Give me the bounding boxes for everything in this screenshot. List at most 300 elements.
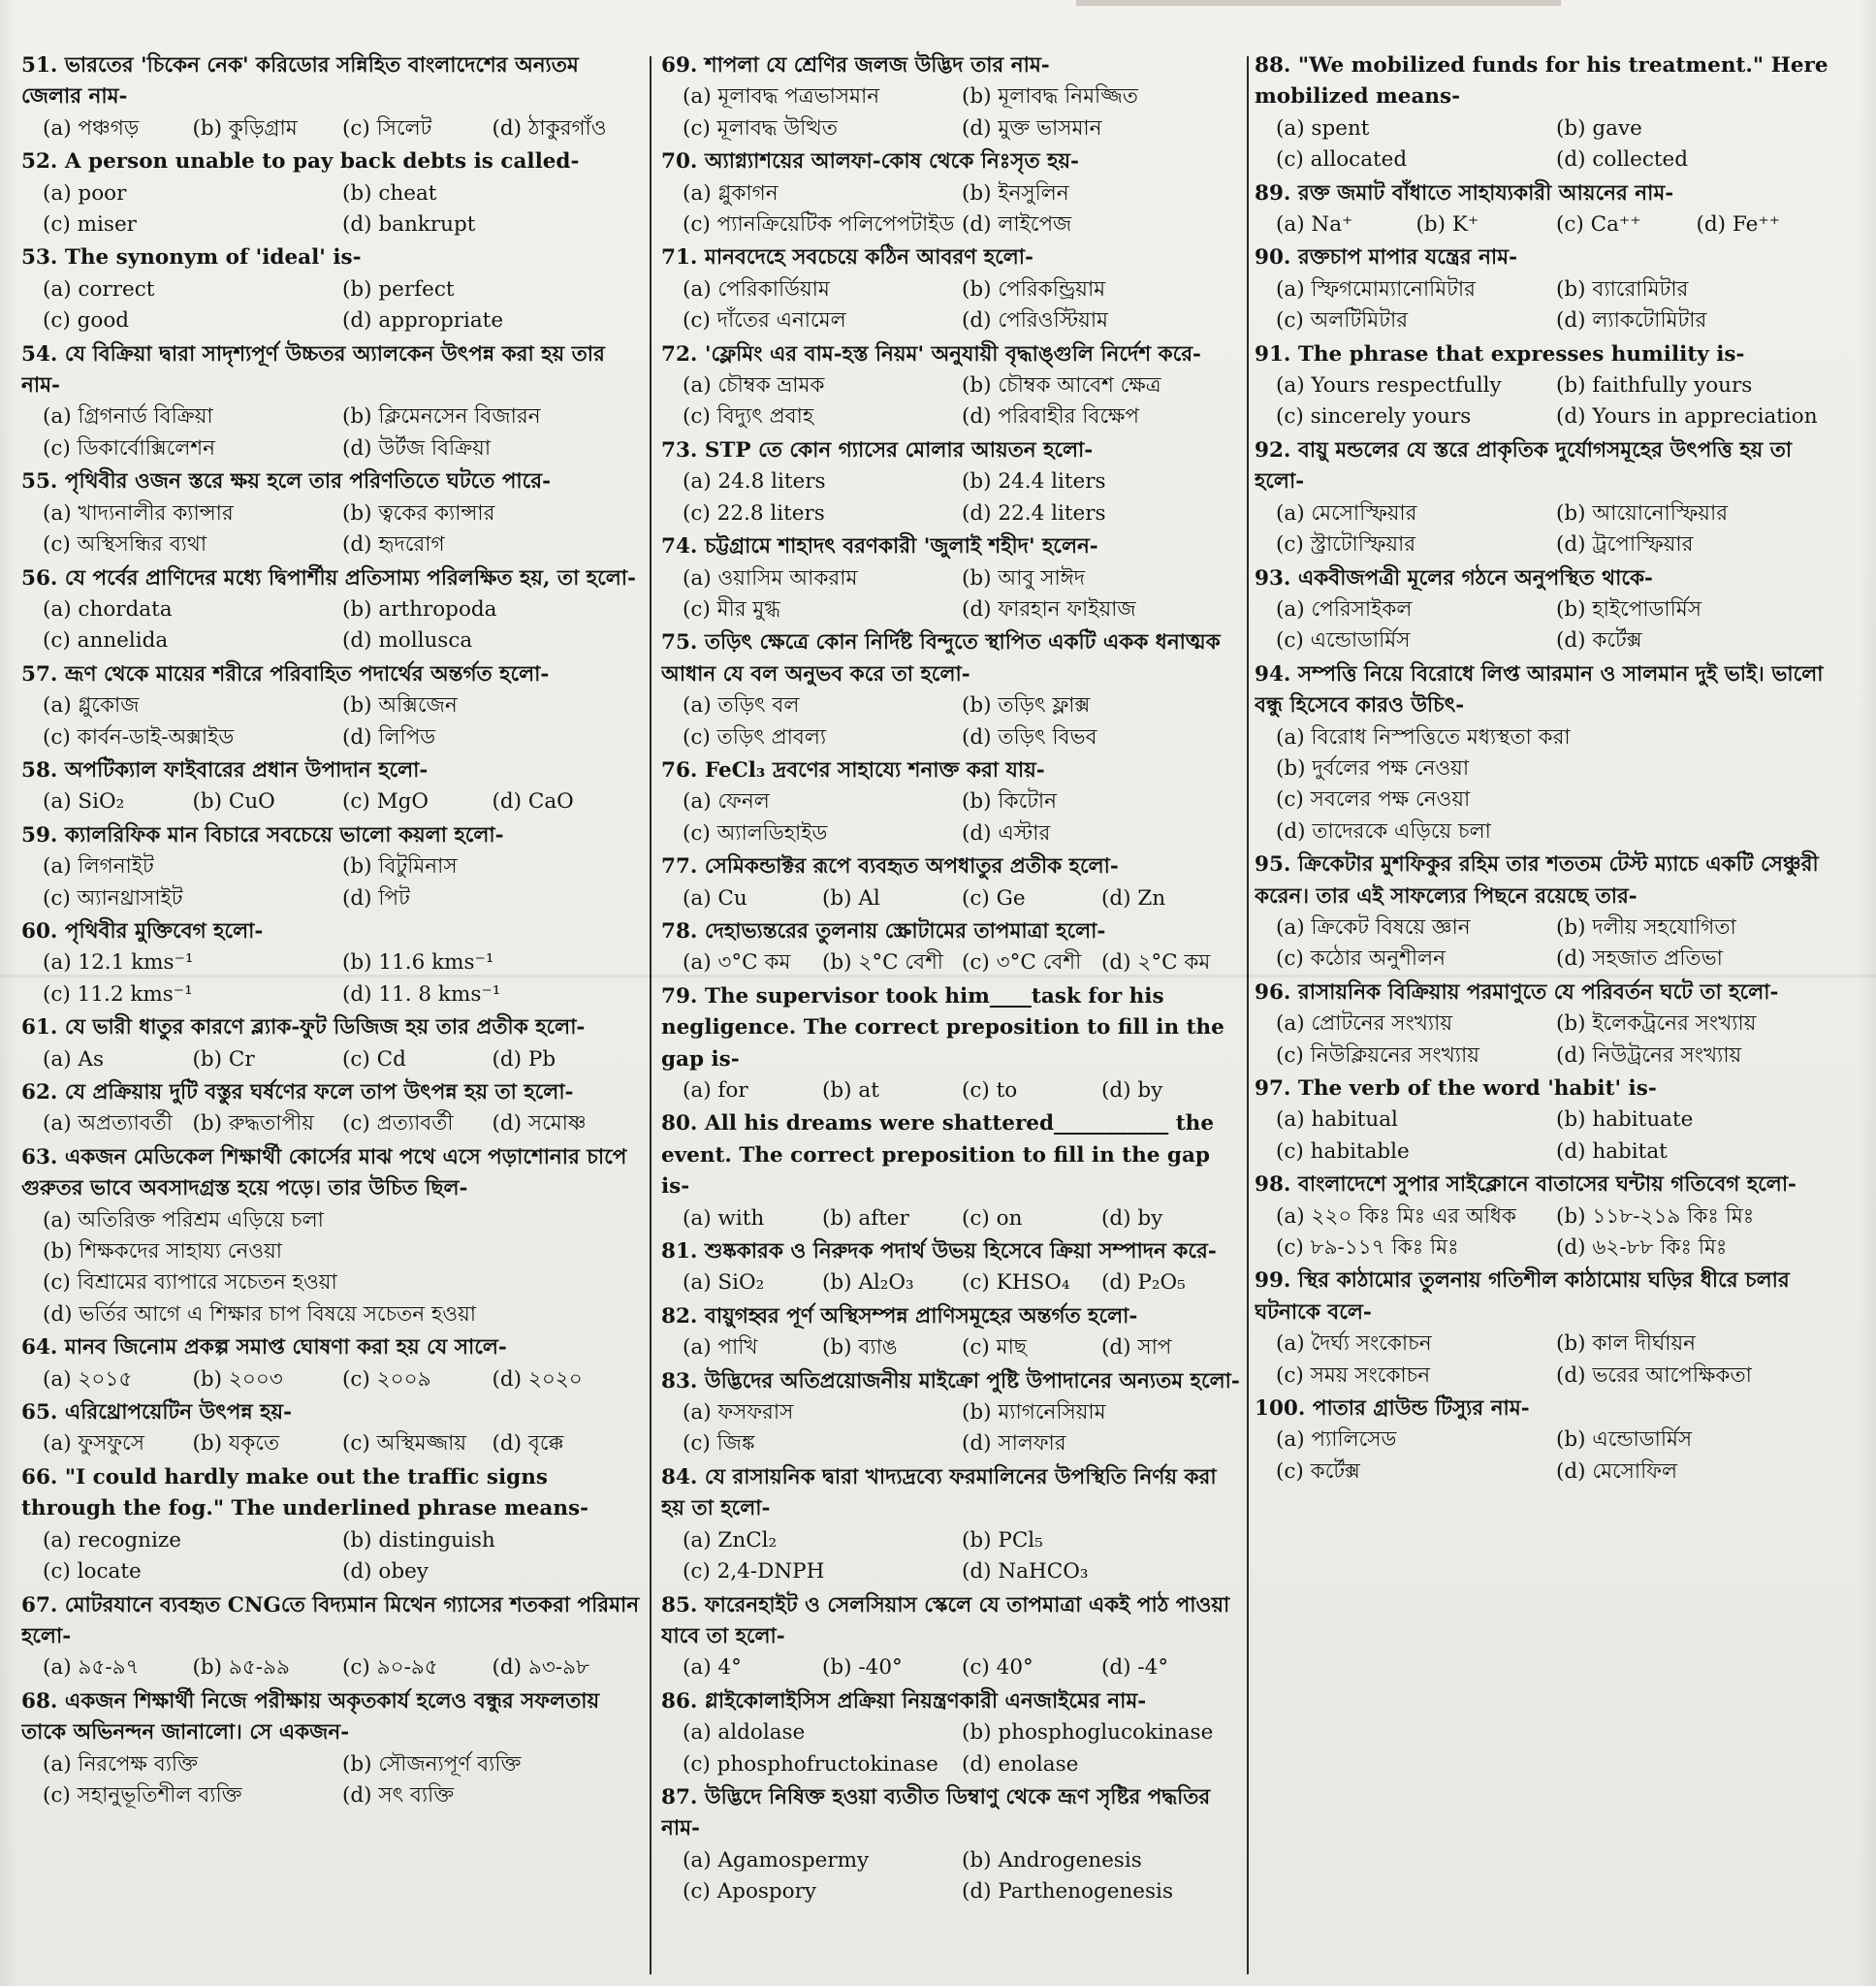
answer-option: (c) allocated <box>1276 147 1408 173</box>
answer-option: (c) ডিকার্বোক্সিলেশন <box>43 435 215 461</box>
answer-option: (d) সালফার <box>962 1431 1066 1457</box>
question-item <box>1255 242 1836 336</box>
answer-option: (d) Fe⁺⁺ <box>1696 212 1781 238</box>
answer-option: (c) দাঁতের এনামেল <box>683 308 846 334</box>
answer-option: (a) প্যালিসেড <box>1276 1427 1397 1453</box>
answer-options <box>21 851 642 914</box>
answer-option: (c) KHSO₄ <box>962 1270 1070 1296</box>
answer-options <box>661 1203 1241 1234</box>
question-text: 59. ক্যালরিফিক মান বিচারে সবচেয়ে ভালো কয়লা হলো- <box>21 822 504 848</box>
answer-option: (c) মাছ <box>962 1335 1027 1361</box>
answer-option: (d) ৯৩-৯৮ <box>492 1655 589 1681</box>
answer-option: (b) ইলেকট্রনের সংখ্যায় <box>1556 1011 1757 1037</box>
answer-option: (b) আয়োনোস্ফিয়ার <box>1556 500 1729 526</box>
answer-options <box>21 1652 642 1683</box>
answer-option: (d) Zn <box>1101 885 1166 911</box>
answer-options <box>21 1525 642 1588</box>
question-column-3 <box>1255 50 1836 1976</box>
answer-option: (a) Na⁺ <box>1276 212 1353 238</box>
answer-options <box>21 1205 642 1331</box>
answer-option: (c) অলটিমিটার <box>1276 308 1409 334</box>
answer-option: (a) লিগনাইট <box>43 854 154 880</box>
answer-option: (d) ল্যাকটোমিটার <box>1556 308 1707 334</box>
answer-option: (d) obey <box>342 1559 429 1585</box>
answer-options <box>661 690 1241 753</box>
answer-options <box>21 401 642 464</box>
answer-option: (c) 11.2 kms⁻¹ <box>43 981 193 1007</box>
answer-option: (a) নিরপেক্ষ ব্যক্তি <box>43 1751 198 1777</box>
question-item <box>661 435 1241 529</box>
answer-option: (b) ৯৫-৯৯ <box>192 1655 290 1681</box>
question-item <box>661 851 1241 914</box>
answer-options <box>661 1332 1241 1363</box>
answer-option: (b) পেরিকন্ড্রিয়াম <box>962 276 1106 302</box>
answer-option: (b) ত্বকের ক্যান্সার <box>342 500 495 526</box>
answer-option: (b) after <box>822 1205 909 1231</box>
answer-option: (b) ম্যাগনেসিয়াম <box>962 1400 1106 1425</box>
question-item <box>1255 1073 1836 1168</box>
question-text: 65. এরিথ্রোপয়েটিন উৎপন্ন হয়- <box>21 1400 293 1425</box>
question-item <box>1255 339 1836 433</box>
answer-options <box>1255 274 1836 337</box>
answer-option: (a) পাখি <box>683 1335 758 1361</box>
question-text: 94. সম্পত্তি নিয়ে বিরোধে লিপ্ত আরমান ও সালমান দুই ভাই। ভালো বন্ধু হিসেবে কারও উচিৎ- <box>1255 661 1824 719</box>
answer-option: (a) Agamospermy <box>683 1847 870 1873</box>
answer-option: (c) এন্ডোডার্মিস <box>1276 628 1411 654</box>
answer-option: (a) পেরিসাইকল <box>1276 596 1413 622</box>
answer-options <box>1255 370 1836 433</box>
question-item <box>21 1397 642 1460</box>
answer-option: (d) হৃদরোগ <box>342 532 445 558</box>
answer-options <box>661 1525 1241 1588</box>
question-item <box>1255 1265 1836 1392</box>
answer-options <box>21 1108 642 1139</box>
answer-option: (a) ওয়াসিম আকরাম <box>683 565 858 591</box>
answer-option: (d) এস্টার <box>962 820 1051 846</box>
answer-option: (c) 2,4-DNPH <box>683 1559 825 1585</box>
answer-option: (b) at <box>822 1078 879 1103</box>
question-item <box>21 146 642 240</box>
answer-option: (d) ভরের আপেক্ষিকতা <box>1556 1362 1752 1388</box>
question-item <box>21 820 642 914</box>
question-text: 90. রক্তচাপ মাপার যন্ত্রের নাম- <box>1255 245 1518 271</box>
answer-option: (d) মুক্ত ভাসমান <box>962 115 1102 141</box>
answer-option: (b) 11.6 kms⁻¹ <box>342 950 494 976</box>
question-text: 52. A person unable to pay back debts is called- <box>21 149 580 175</box>
answer-options <box>21 274 642 337</box>
answer-option: (c) অস্থিসন্ধির ব্যথা <box>43 532 207 558</box>
answer-option: (a) খাদ্যনালীর ক্যান্সার <box>43 500 234 526</box>
answer-option: (d) কর্টেক্স <box>1556 628 1642 654</box>
question-item <box>21 466 642 561</box>
answer-option: (c) ৯০-৯৫ <box>342 1655 438 1681</box>
answer-option: (a) SiO₂ <box>43 789 125 815</box>
answer-option: (a) for <box>683 1078 748 1103</box>
answer-option: (c) কঠোর অনুশীলন <box>1276 946 1446 972</box>
answer-option: (a) ২২০ কিঃ মিঃ এর অধিক <box>1276 1203 1516 1229</box>
answer-option: (a) গ্লুকোজ <box>43 693 140 719</box>
answer-option: (c) জিঙ্ক <box>683 1431 755 1457</box>
question-item <box>661 916 1241 979</box>
question-item <box>21 659 642 753</box>
answer-option: (d) mollusca <box>342 628 473 654</box>
answer-option: (a) aldolase <box>683 1720 806 1746</box>
answer-option: (b) phosphoglucokinase <box>962 1720 1214 1746</box>
answer-option: (a) ZnCl₂ <box>683 1527 778 1553</box>
answer-option: (d) by <box>1101 1205 1163 1231</box>
answer-option: (c) Apospory <box>683 1879 817 1905</box>
question-item <box>21 916 642 1010</box>
answer-option: (b) Al₂O₃ <box>822 1270 914 1296</box>
answer-option: (a) 24.8 liters <box>683 469 826 495</box>
answer-option: (c) habitable <box>1276 1138 1410 1164</box>
answer-options <box>661 466 1241 529</box>
question-text: 63. একজন মেডিকেল শিক্ষার্থী কোর্সের মাঝ পথে এসে পড়াশোনার চাপে গুরুতর ভাবে অবসাদগ্রস্ত হয়ে পড়ে। তার উচিত ছিল- <box>21 1144 627 1201</box>
question-item <box>661 1366 1241 1460</box>
question-text: 96. রাসায়নিক বিক্রিয়ায় পরমাণুতে যে পরিবর্তন ঘটে তা হলো- <box>1255 979 1779 1005</box>
answer-option: (b) সৌজন্যপূর্ণ ব্যক্তি <box>342 1751 522 1777</box>
answer-option: (b) ব্যারোমিটার <box>1556 276 1689 302</box>
question-text: 73. STP তে কোন গ্যাসের মোলার আয়তন হলো- <box>661 437 1094 463</box>
answer-options <box>21 178 642 241</box>
answer-option: (b) এন্ডোডার্মিস <box>1556 1427 1693 1453</box>
answer-option: (d) তড়িৎ বিভব <box>962 724 1097 750</box>
answer-option: (d) Yours in appreciation <box>1556 404 1818 430</box>
answer-option: (c) মূলাবদ্ধ উত্থিত <box>683 115 838 141</box>
answer-option: (b) 24.4 liters <box>962 469 1106 495</box>
question-item <box>1255 563 1836 657</box>
answer-options <box>661 947 1241 978</box>
question-item <box>1255 1393 1836 1488</box>
answer-options <box>21 786 642 817</box>
answer-options <box>661 178 1241 241</box>
answer-option: (c) বিদ্যুৎ প্রবাহ <box>683 404 814 430</box>
question-text: 54. যে বিক্রিয়া দ্বারা সাদৃশ্যপূর্ণ উচ্চতর অ্যালকেন উৎপন্ন করা হয় তার নাম- <box>21 341 605 399</box>
answer-option: (a) 4° <box>683 1655 742 1681</box>
answer-option: (d) NaHCO₃ <box>962 1559 1089 1585</box>
answer-option: (c) on <box>962 1205 1023 1231</box>
answer-option: (c) miser <box>43 212 137 238</box>
question-item <box>1255 435 1836 561</box>
answer-option: (c) অ্যালডিহাইড <box>683 820 828 846</box>
answer-option: (a) ক্রিকেট বিষয়ে জ্ঞান <box>1276 914 1471 940</box>
question-text: 86. গ্লাইকোলাইসিস প্রক্রিয়া নিয়ন্ত্রণকারী এনজাইমের নাম- <box>661 1688 1147 1714</box>
question-column-2 <box>661 50 1241 1976</box>
answer-option: (b) ইনসুলিন <box>962 180 1069 206</box>
answer-options <box>661 81 1241 144</box>
answer-options <box>1255 1201 1836 1265</box>
answer-option: (c) সিলেট <box>342 115 432 141</box>
answer-option: (a) প্রোটনের সংখ্যায় <box>1276 1011 1452 1037</box>
answer-option: (d) তাদেরকে এড়িয়ে চলা <box>1276 818 1491 844</box>
answer-options <box>1255 1425 1836 1488</box>
answer-options <box>661 1397 1241 1460</box>
answer-option: (c) 22.8 liters <box>683 500 825 526</box>
question-text: 79. The supervisor took him____task for his negligence. The correct preposition to fill in the gap is- <box>661 983 1224 1072</box>
answer-option: (c) Ge <box>962 885 1026 911</box>
answer-option: (a) habitual <box>1276 1107 1398 1133</box>
answer-option: (d) 11. 8 kms⁻¹ <box>342 981 501 1007</box>
question-text: 80. All his dreams were shattered___________ the event. The correct preposition to fill in the gap is- <box>661 1111 1214 1200</box>
answer-option: (d) Pb <box>492 1046 556 1072</box>
question-text: 97. The verb of the word 'habit' is- <box>1255 1076 1657 1101</box>
question-item <box>661 50 1241 144</box>
answer-option: (b) অক্সিজেন <box>342 693 458 719</box>
answer-options <box>21 113 642 144</box>
answer-option: (d) P₂O₅ <box>1101 1270 1186 1296</box>
answer-option: (c) good <box>43 308 130 334</box>
question-item <box>661 1108 1241 1234</box>
question-text: 61. যে ভারী ধাতুর কারণে ব্ল্যাক-ফুট ডিজিজ হয় তার প্রতীক হলো- <box>21 1015 586 1041</box>
question-text: 60. পৃথিবীর মুক্তিবেগ হলো- <box>21 918 264 944</box>
answer-option: (d) enolase <box>962 1751 1079 1777</box>
answer-options <box>661 1717 1241 1780</box>
question-text: 98. বাংলাদেশে সুপার সাইক্লোনে বাতাসের ঘন্টায় গতিবেগ হলো- <box>1255 1172 1797 1198</box>
question-text: 77. সেমিকন্ডাক্টর রূপে ব্যবহৃত অপধাতুর প্রতীক হলো- <box>661 854 1119 880</box>
answer-option: (d) নিউট্রনের সংখ্যায় <box>1556 1042 1742 1068</box>
question-item <box>661 1462 1241 1588</box>
answer-option: (a) recognize <box>43 1527 181 1553</box>
answer-option: (a) SiO₂ <box>683 1270 765 1296</box>
answer-option: (c) Cd <box>342 1046 406 1072</box>
answer-option: (a) 12.1 kms⁻¹ <box>43 950 194 976</box>
answer-options <box>21 947 642 1010</box>
question-item <box>1255 977 1836 1072</box>
answer-option: (b) ১১৮-২১৯ কিঃ মিঃ <box>1556 1203 1755 1229</box>
answer-option: (a) চৌম্বক ভ্রামক <box>683 373 825 399</box>
answer-option: (c) স্ট্রাটোস্ফিয়ার <box>1276 532 1416 558</box>
answer-options <box>1255 498 1836 561</box>
answer-options <box>661 563 1241 626</box>
answer-option: (d) সহজাত প্রতিভা <box>1556 946 1723 972</box>
answer-option: (a) পঞ্চগড় <box>43 115 140 141</box>
question-item <box>21 755 642 818</box>
question-item <box>21 50 642 144</box>
answer-option: (c) Ca⁺⁺ <box>1556 212 1641 238</box>
question-item <box>661 339 1241 433</box>
question-item <box>1255 659 1836 848</box>
answer-option: (a) গ্রিগনার্ড বিক্রিয়া <box>43 404 213 430</box>
answer-option: (b) distinguish <box>342 1527 495 1553</box>
answer-option: (c) বিশ্রামের ব্যাপারে সচেতন হওয়া <box>43 1270 337 1296</box>
answer-option: (d) সৎ ব্যক্তি <box>342 1782 455 1808</box>
question-item <box>21 1686 642 1812</box>
answer-option: (b) কুড়িগ্রাম <box>192 115 298 141</box>
question-text: 57. ভ্রূণ থেকে মায়ের শরীরে পরিবাহিত পদার্থের অন্তর্গত হলো- <box>21 661 550 687</box>
answer-option: (c) locate <box>43 1559 142 1585</box>
answer-options <box>1255 722 1836 849</box>
question-text: 71. মানবদেহে সবচেয়ে কঠিন আবরণ হলো- <box>661 245 1033 271</box>
question-item <box>21 1012 642 1075</box>
question-text: 75. তড়িৎ ক্ষেত্রে কোন নির্দিষ্ট বিন্দুতে স্থাপিত একটি একক ধনাত্মক আধান যে বল অনুভব করে তা হলো- <box>661 630 1221 687</box>
answer-options <box>661 1075 1241 1106</box>
answer-option: (a) অপ্রত্যাবর্তী <box>43 1111 173 1137</box>
question-text: 92. বায়ু মন্ডলের যে স্তরে প্রাকৃতিক দুর্যোগসমূহের উৎপত্তি হয় তা হলো- <box>1255 437 1793 495</box>
answer-option: (d) লাইপেজ <box>962 212 1072 238</box>
answer-option: (c) সময় সংকোচন <box>1276 1362 1431 1388</box>
question-text: 66. "I could hardly make out the traffic signs through the fog." The underlined phrase means- <box>21 1464 589 1522</box>
answer-option: (d) by <box>1101 1078 1163 1103</box>
answer-options <box>661 1652 1241 1683</box>
answer-option: (c) কার্বন-ডাই-অক্সাইড <box>43 724 235 750</box>
answer-option: (d) লিপিড <box>342 724 436 750</box>
answer-options <box>21 1044 642 1075</box>
question-text: 87. উদ্ভিদে নিষিক্ত হওয়া ব্যতীত ডিম্বাণু থেকে ভ্রূণ সৃষ্টির পদ্ধতির নাম- <box>661 1784 1211 1842</box>
answer-option: (b) Cr <box>192 1046 255 1072</box>
answer-options <box>1255 913 1836 976</box>
question-text: 91. The phrase that expresses humility is- <box>1255 341 1745 367</box>
question-column-1 <box>21 50 642 1976</box>
question-item <box>1255 178 1836 241</box>
answer-option: (c) তড়িৎ প্রাবল্য <box>683 724 827 750</box>
answer-option: (c) প্রত্যাবর্তী <box>342 1111 454 1137</box>
answer-options <box>661 274 1241 337</box>
answer-option: (c) 40° <box>962 1655 1033 1681</box>
answer-option: (c) MgO <box>342 789 429 815</box>
answer-options <box>21 690 642 753</box>
answer-option: (c) মীর মুগ্ধ <box>683 596 780 622</box>
question-text: 64. মানব জিনোম প্রকল্প সমাপ্ত ঘোষণা করা হয় যে সালে- <box>21 1335 507 1361</box>
question-text: 69. শাপলা যে শ্রেণির জলজ উদ্ভিদ তার নাম- <box>661 53 1050 78</box>
answer-options <box>21 1749 642 1812</box>
answer-option: (d) ভর্তির আগে এ শিক্ষার চাপ বিষয়ে সচেতন হওয়া <box>43 1301 476 1327</box>
question-item <box>21 242 642 336</box>
answer-options <box>21 1428 642 1459</box>
answer-option: (a) poor <box>43 180 127 206</box>
question-item <box>661 755 1241 849</box>
question-text: 51. ভারতের 'চিকেন নেক' করিডোর সন্নিহিত বাংলাদেশের অন্যতম জেলার নাম- <box>21 53 579 110</box>
answer-option: (a) মেসোস্ফিয়ার <box>1276 500 1417 526</box>
answer-option: (a) ৩°C কম <box>683 950 791 976</box>
question-text: 74. চট্টগ্রামে শাহাদৎ বরণকারী 'জুলাই শহীদ' হলেন- <box>661 534 1098 560</box>
question-item <box>21 1590 642 1684</box>
answer-option: (a) স্ফিগমোম্যানোমিটার <box>1276 276 1476 302</box>
answer-option: (d) ট্রপোস্ফিয়ার <box>1556 532 1694 558</box>
question-item <box>21 563 642 657</box>
answer-option: (a) ২০১৫ <box>43 1366 133 1392</box>
answer-option: (c) ২০০৯ <box>342 1366 431 1392</box>
answer-option: (c) ৮৯-১১৭ কিঃ মিঃ <box>1276 1235 1459 1261</box>
answer-option: (d) Parthenogenesis <box>962 1879 1173 1905</box>
answer-option: (b) রুদ্ধতাপীয় <box>192 1111 314 1137</box>
question-item <box>21 1332 642 1395</box>
answer-option: (b) দলীয় সহযোগিতা <box>1556 914 1736 940</box>
answer-options <box>1255 1009 1836 1072</box>
question-text: 82. বায়ুগহ্বর পূর্ণ অস্থিসম্পন্ন প্রাণিসমূহের অন্তর্গত হলো- <box>661 1303 1138 1329</box>
question-text: 62. যে প্রক্রিয়ায় দুটি বস্তুর ঘর্ষণের ফলে তাপ উৎপন্ন হয় তা হলো- <box>21 1080 574 1105</box>
column-divider-1 <box>650 56 652 1974</box>
answer-option: (d) পরিবাহীর বিক্ষেপ <box>962 404 1140 430</box>
answer-option: (d) সাপ <box>1101 1335 1172 1361</box>
question-item <box>661 1301 1241 1364</box>
answer-option: (b) মূলাবদ্ধ নিমজ্জিত <box>962 84 1138 110</box>
answer-option: (d) ফারহান ফাইয়াজ <box>962 596 1136 622</box>
question-item <box>21 1462 642 1588</box>
answer-option: (b) PCl₅ <box>962 1527 1043 1553</box>
answer-option: (b) ২০০৩ <box>192 1366 283 1392</box>
answer-option: (c) প্যানক্রিয়েটিক পলিপেপটাইড <box>683 212 955 238</box>
answer-option: (b) দুর্বলের পক্ষ নেওয়া <box>1276 755 1470 781</box>
answer-option: (c) সবলের পক্ষ নেওয়া <box>1276 787 1471 813</box>
answer-option: (a) ৯৫-৯৭ <box>43 1655 140 1681</box>
question-item <box>21 339 642 465</box>
question-text: 53. The synonym of 'ideal' is- <box>21 245 362 271</box>
answer-option: (a) chordata <box>43 596 173 622</box>
answer-option: (d) ২০২০ <box>492 1366 583 1392</box>
answer-option: (c) নিউক্লিয়নের সংখ্যায় <box>1276 1042 1479 1068</box>
answer-options <box>1255 209 1836 240</box>
answer-option: (a) পেরিকার্ডিয়াম <box>683 276 830 302</box>
answer-options <box>1255 1105 1836 1168</box>
question-item <box>21 1077 642 1140</box>
answer-option: (a) Yours respectfully <box>1276 373 1502 399</box>
question-item <box>661 627 1241 753</box>
question-text: 81. শুষ্ককারক ও নিরুদক পদার্থ উভয় হিসেবে ক্রিয়া সম্পাদন করে- <box>661 1239 1217 1265</box>
answer-options <box>661 786 1241 849</box>
answer-option: (c) to <box>962 1078 1018 1103</box>
answer-option: (b) K⁺ <box>1415 212 1479 238</box>
answer-option: (b) চৌম্বক আবেশ ক্ষেত্র <box>962 373 1161 399</box>
answer-options <box>21 498 642 561</box>
question-text: 76. FeCl₃ দ্রবণের সাহায্যে শনাক্ত করা যায়- <box>661 757 1045 783</box>
answer-option: (d) collected <box>1556 147 1689 173</box>
answer-option: (a) বিরোধ নিস্পত্তিতে মধ্যস্থতা করা <box>1276 724 1571 750</box>
answer-option: (c) phosphofructokinase <box>683 1751 938 1777</box>
answer-option: (c) sincerely yours <box>1276 404 1472 430</box>
answer-option: (b) বিটুমিনাস <box>342 854 458 880</box>
question-text: 89. রক্ত জমাট বাঁধাতে সাহায্যকারী আয়নের নাম- <box>1255 180 1674 206</box>
answer-option: (a) with <box>683 1205 765 1231</box>
answer-option: (d) বৃক্কে <box>492 1431 564 1457</box>
answer-options <box>661 370 1241 433</box>
question-item <box>661 146 1241 240</box>
answer-option: (d) -4° <box>1101 1655 1169 1681</box>
question-text: 68. একজন শিক্ষার্থী নিজে পরীক্ষায় অকৃতকার্য হলেও বন্ধুর সফলতায় তাকে অভিনন্দন জানালো। সে একজন- <box>21 1688 600 1746</box>
answer-option: (b) gave <box>1556 115 1642 141</box>
answer-option: (a) তড়িৎ বল <box>683 693 800 719</box>
question-text: 93. একবীজপত্রী মূলের গঠনে অনুপস্থিত থাকে- <box>1255 565 1653 591</box>
question-text: 88. "We mobilized funds for his treatment." Here mobilized means- <box>1255 53 1828 110</box>
answer-option: (c) annelida <box>43 628 169 654</box>
answer-option: (b) কাল দীর্ঘায়ন <box>1556 1331 1696 1357</box>
question-text: 78. দেহাভ্যন্তরের তুলনায় স্ক্রোটামের তাপমাত্রা হলো- <box>661 918 1106 944</box>
answer-option: (d) সমোষ্ণ <box>492 1111 587 1137</box>
answer-option: (d) ঠাকুরগাঁও <box>492 115 607 141</box>
answer-option: (b) যকৃতে <box>192 1431 280 1457</box>
answer-option: (a) spent <box>1276 115 1370 141</box>
question-text: 99. স্থির কাঠামোর তুলনায় গতিশীল কাঠামোয় ঘড়ির ধীরে চলার ঘটনাকে বলে- <box>1255 1268 1790 1325</box>
answer-options <box>1255 1329 1836 1392</box>
answer-option: (d) উর্টজ বিক্রিয়া <box>342 435 492 461</box>
answer-option: (b) আবু সাঈদ <box>962 565 1086 591</box>
answer-option: (a) correct <box>43 276 155 302</box>
column-divider-2 <box>1247 56 1249 1974</box>
question-item <box>1255 1169 1836 1264</box>
question-item <box>661 1590 1241 1684</box>
question-text: 95. ক্রিকেটার মুশফিকুর রহিম তার শততম টেস্ট ম্যাচে একটি সেঞ্চুরী করেন। তার এই সাফল্যের পিছনে রয়েছে তার- <box>1255 852 1819 909</box>
question-item <box>661 242 1241 336</box>
question-text: 83. উদ্ভিদের অতিপ্রয়োজনীয় মাইক্রো পুষ্টি উপাদানের অন্যতম হলো- <box>661 1368 1240 1393</box>
question-text: 72. 'ফ্লেমিং এর বাম-হস্ত নিয়ম' অনুযায়ী বৃদ্ধাঙ্গুলি নির্দেশ করে- <box>661 341 1201 367</box>
question-item <box>1255 50 1836 176</box>
question-text: 84. যে রাসায়নিক দ্বারা খাদ্যদ্রব্যে ফরমালিনের উপস্থিতি নির্ণয় করা হয় তা হলো- <box>661 1464 1217 1522</box>
question-text: 70. অ্যাগ্ন্যাশয়ের আলফা-কোষ থেকে নিঃসৃত হয়- <box>661 149 1079 175</box>
answer-option: (b) শিক্ষকদের সাহায্য নেওয়া <box>43 1239 283 1265</box>
answer-options <box>21 1364 642 1395</box>
answer-option: (d) মেসোফিল <box>1556 1458 1677 1484</box>
question-item <box>1255 849 1836 976</box>
answer-option: (b) arthropoda <box>342 596 497 622</box>
